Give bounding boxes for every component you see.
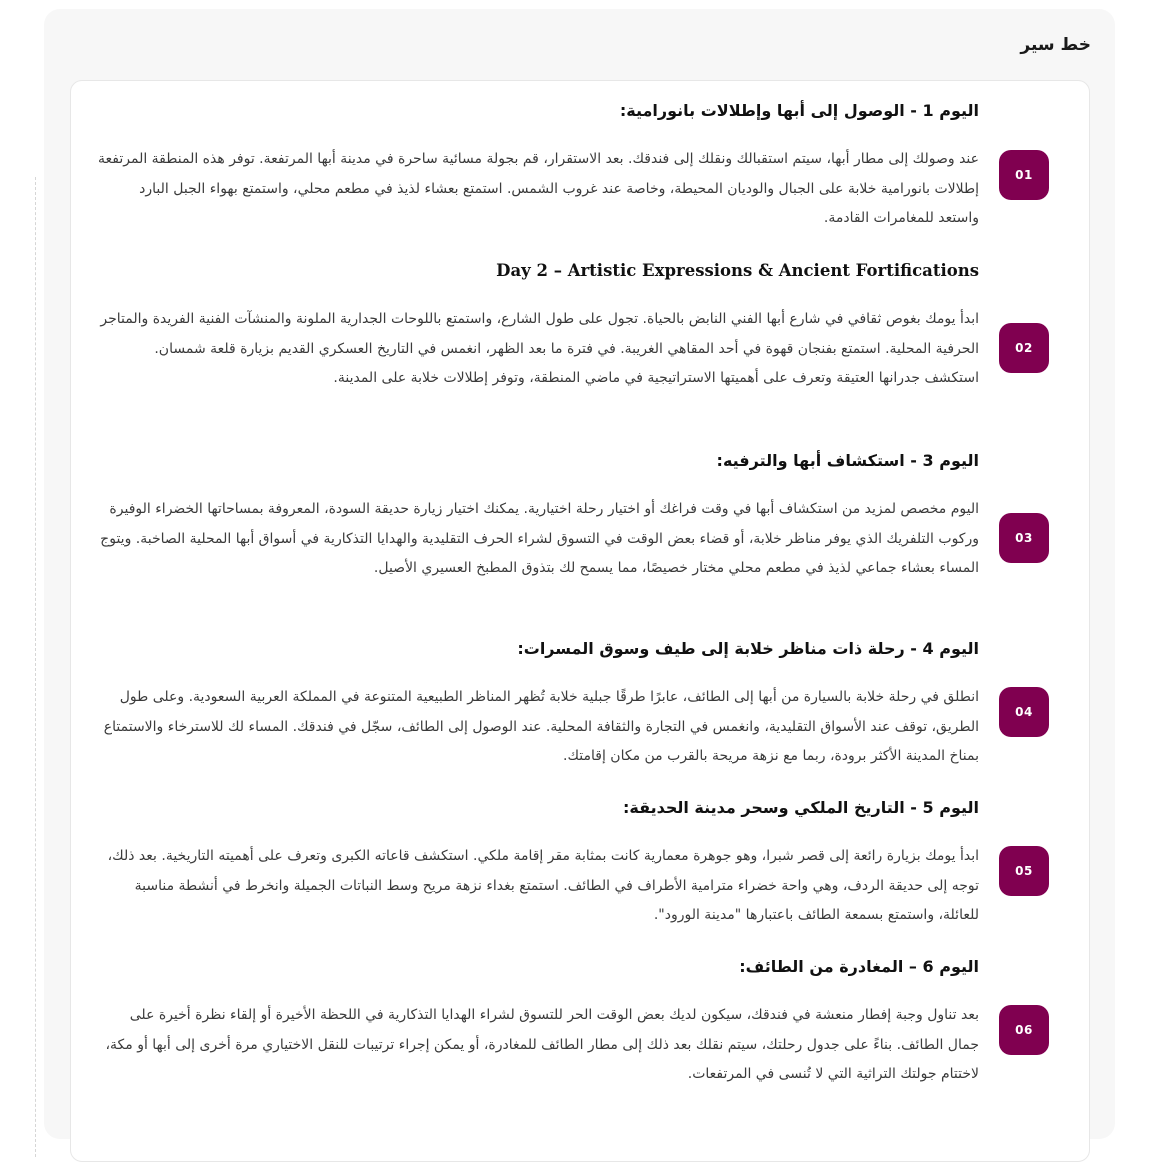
- day-title: اليوم 5 - التاريخ الملكي وسحر مدينة الحديقة:: [622, 798, 979, 817]
- day-title: اليوم 6 – المغادرة من الطائف:: [739, 957, 979, 976]
- day-number-badge: 03: [999, 513, 1049, 563]
- day-number-badge: 01: [999, 150, 1049, 200]
- day-title: اليوم 3 - استكشاف أبها والترفيه:: [716, 451, 979, 470]
- day-description: ابدأ يومك بغوص ثقافي في شارع أبها الفني النابض بالحياة. تجول على طول الشارع، واستمتع باللوحات الجدارية الملونة والمنشآت الفنية الفريدة والمتاجر الحرفية المحلية. استمتع بفنجان قهوة في أحد المقاهي الغريبة. في فترة ما بعد الظهر، انغمس في التاريخ العسكري القديم بزيارة قلعة شمسان. استكشف جدرانها العتيقة وتعرف على أهميتها الاستراتيجية في ماضي المنطقة، وتوفر إطلالات خلابة على المدينة.: [100, 311, 979, 387]
- day-title: اليوم 4 - رحلة ذات مناظر خلابة إلى طيف وسوق المسرات:: [517, 639, 979, 658]
- day-description: ابدأ يومك بزيارة رائعة إلى قصر شبرا، وهو جوهرة معمارية كانت بمثابة مقر إقامة ملكي. استكشف قاعاته الكبرى وتعرف على أهميته التاريخية. بعد ذلك، توجه إلى حديقة الردف، وهي واحة خضراء مترامية الأطراف في الطائف. استمتع بغداء نزهة مريح وسط النباتات الجميلة وانخرط في أنشطة مناسبة للعائلة، واستمتع بسمعة الطائف باعتبارها "مدينة الورود".: [107, 848, 979, 924]
- itinerary-title: خط سير: [1020, 35, 1091, 55]
- day-number-badge: 02: [999, 323, 1049, 373]
- day-description: انطلق في رحلة خلابة بالسيارة من أبها إلى الطائف، عابرًا طرقًا جبلية خلابة تُظهر المناظر الطبيعية المتنوعة في المملكة العربية السعودية. وعلى طول الطريق، توقف عند الأسواق التقليدية، وانغمس في التجارة والثقافة المحلية. عند الوصول إلى الطائف، سجّل في فندقك. المساء لك للاسترخاء والاستمتاع بمناخ المدينة الأكثر برودة، ربما مع نزهة مريحة بالقرب من مكان إقامتك.: [103, 689, 979, 765]
- itinerary-section: [44, 9, 1115, 1139]
- day-description: بعد تناول وجبة إفطار منعشة في فندقك، سيكون لديك بعض الوقت الحر للتسوق لشراء الهدايا التذكارية في اللحظة الأخيرة أو إلقاء نظرة أخيرة على جمال الطائف. بناءً على جدول رحلتك، سيتم نقلك بعد ذلك إلى مطار الطائف للمغادرة، أو يمكن إجراء ترتيبات للنقل الاختياري مرة أخرى إلى أبها أو مكة، لاختتام جولتك التراثية التي لا تُنسى في المرتفعات.: [105, 1007, 979, 1083]
- day-number-badge: 05: [999, 846, 1049, 896]
- day-title: اليوم 1 - الوصول إلى أبها وإطلالات بانورامية:: [619, 101, 979, 120]
- itinerary-list: [70, 80, 1090, 1162]
- timeline-divider: [35, 177, 36, 1157]
- day-title: Day 2 – Artistic Expressions & Ancient Fortifications: [496, 261, 979, 280]
- day-number-badge: 06: [999, 1005, 1049, 1055]
- day-description: اليوم مخصص لمزيد من استكشاف أبها في وقت فراغك أو اختيار رحلة اختيارية. يمكنك اختيار زيارة حديقة السودة، المعروفة بمساحاتها الخضراء الوفيرة وركوب التلفريك الذي يوفر مناظر خلابة، أو قضاء بعض الوقت في التسوق لشراء الحرف التقليدية والهدايا التذكارية في أسواق أبها المحلية الصاخبة. ويتوج المساء بعشاء جماعي لذيذ في مطعم محلي مختار خصيصًا، مما يسمح لك بتذوق المطبخ العسيري الأصيل.: [100, 501, 979, 577]
- day-description: عند وصولك إلى مطار أبها، سيتم استقبالك ونقلك إلى فندقك. بعد الاستقرار، قم بجولة مسائية ساحرة في مدينة أبها المرتفعة. توفر هذه المنطقة المرتفعة إطلالات بانورامية خلابة على الجبال والوديان المحيطة، وخاصة عند غروب الشمس. استمتع بعشاء لذيذ في مطعم محلي، واستمتع بهواء الجبل البارد واستعد للمغامرات القادمة.: [98, 151, 979, 227]
- day-number-badge: 04: [999, 687, 1049, 737]
